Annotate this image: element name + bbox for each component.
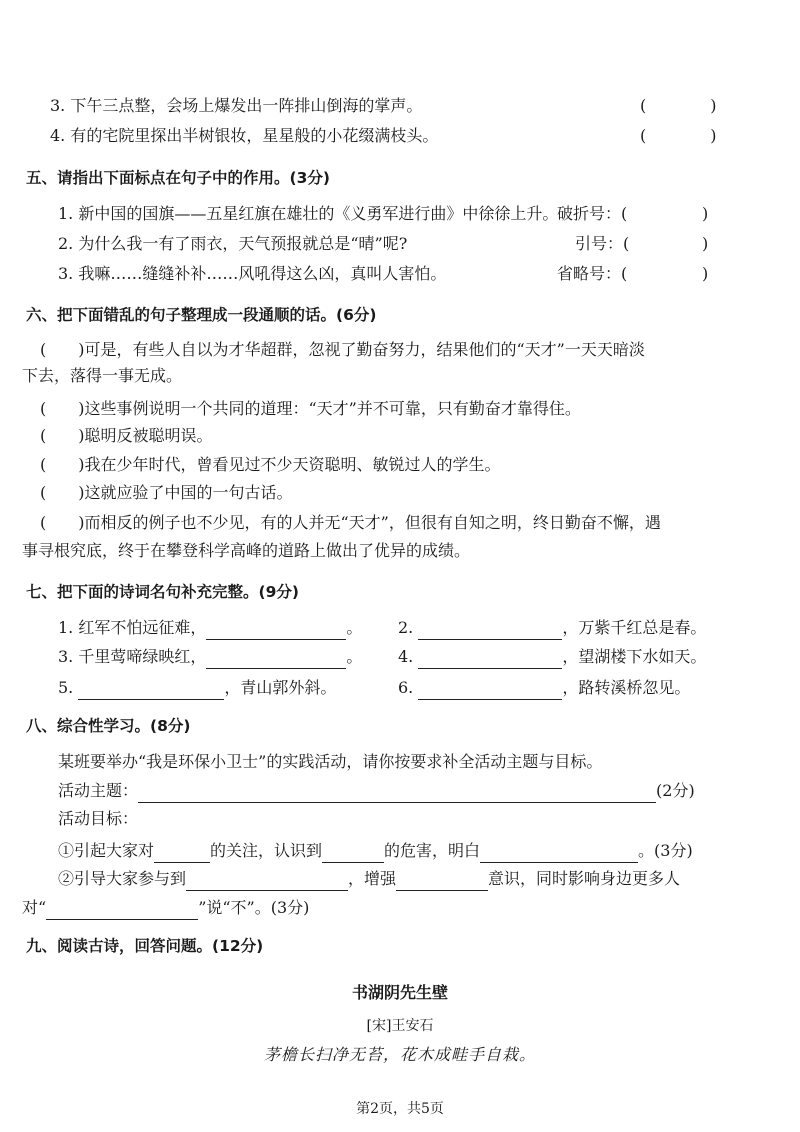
close-paren[interactable]: ) [702, 264, 709, 283]
section-7-title: 七、把下面的诗词名句补充完整。(9分) [26, 583, 299, 601]
poem-author: [宋]王安石 [366, 1018, 434, 1034]
section-9-title: 九、阅读古诗，回答问题。(12分) [26, 937, 264, 955]
fill-blank[interactable] [206, 621, 346, 640]
ellipsis-label: 省略号：( [557, 264, 628, 283]
sentence-item [40, 424, 213, 448]
poem-title: 书湖阴先生壁 [351, 983, 448, 1002]
theme-score: (2分) [656, 781, 695, 800]
quote-label: 引号：( [575, 234, 630, 253]
poem-fill-5: 5. ，青山郭外斜。 [58, 676, 336, 700]
section-5-title: 五、请指出下面标点在句子中的作用。(3分) [26, 169, 330, 187]
sentence-item [40, 511, 661, 535]
goal-1-row: ①引起大家对 的关注，认识到 的危害，明白 。(3分) [58, 839, 693, 863]
sentence-continuation: 事寻根究底，终于在攀登科学高峰的道路上做出了优异的成绩。 [22, 541, 471, 560]
fill-blank[interactable] [418, 621, 562, 640]
dash-label: 破折号：( [557, 204, 628, 223]
activity-intro: 某班要举办“我是环保小卫士”的实践活动，请你按要求补全活动主题与目标。 [58, 752, 603, 771]
question-number: 3. [50, 96, 66, 115]
question-5-1: 1. 新中国的国旗——五星红旗在雄壮的《义勇军进行曲》中徐徐上升。 [58, 204, 559, 223]
order-parentheses[interactable]: ( ) [40, 483, 85, 502]
sentence-item [40, 453, 501, 477]
sentence-text: 这些事例说明一个共同的道理：“天才”并不可靠，只有勤奋才靠得住。 [84, 399, 581, 418]
goal-blank[interactable] [186, 872, 348, 891]
sentence-text: 可是，有些人自以为才华超群，忽视了勤奋努力，结果他们的“天才”一天天暗淡 [84, 340, 645, 359]
sentence-item [40, 338, 645, 362]
question-4-3 [50, 94, 422, 118]
goal-2-continuation: 对“ ”说“不”。(3分) [22, 896, 309, 920]
order-parentheses[interactable]: ( ) [40, 340, 85, 359]
order-parentheses[interactable]: ( ) [40, 426, 85, 445]
sentence-item [40, 397, 581, 421]
poem-fill-2: 2. ，万紫千红总是春。 [398, 616, 706, 640]
close-paren[interactable]: ) [702, 234, 709, 253]
sentence-text: 聪明反被聪明误。 [84, 426, 213, 445]
goal-label: 活动目标： [58, 809, 139, 828]
answer-parentheses[interactable]: ( ) [640, 126, 717, 145]
goal-blank[interactable] [480, 844, 638, 863]
goal-blank[interactable] [396, 872, 488, 891]
question-text: 下午三点整，会场上爆发出一阵排山倒海的掌声。 [70, 96, 423, 115]
question-text: 有的宅院里探出半树银妆，星星般的小花缀满枝头。 [70, 126, 439, 145]
answer-parentheses[interactable]: ( ) [640, 96, 717, 115]
fill-blank[interactable] [78, 681, 224, 700]
section-8-title: 八、综合性学习。(8分) [26, 717, 191, 735]
sentence-text: 而相反的例子也不少见，有的人并无“天才”，但很有自知之明，终日勤奋不懈，遇 [84, 513, 661, 532]
theme-label: 活动主题： [58, 781, 139, 800]
activity-theme-row [58, 779, 695, 803]
close-paren[interactable]: ) [702, 204, 709, 223]
sentence-item [40, 481, 293, 505]
theme-blank[interactable] [138, 784, 656, 803]
order-parentheses[interactable]: ( ) [40, 455, 85, 474]
poem-line: 茅檐长扫净无苔，花木成畦手自栽。 [263, 1045, 536, 1064]
question-4-4 [50, 124, 438, 148]
question-5-2: 2. 为什么我一有了雨衣，天气预报就总是“晴”呢? [58, 234, 408, 253]
fill-blank[interactable] [418, 681, 562, 700]
page-footer: 第2页，共5页 [356, 1101, 444, 1117]
question-5-3: 3. 我嘛……缝缝补补……风吼得这么凶，真叫人害怕。 [58, 264, 447, 283]
sentence-continuation: 下去，落得一事无成。 [22, 366, 183, 385]
poem-fill-1: 1. 红军不怕远征难， 。 [58, 616, 362, 640]
fill-blank[interactable] [206, 650, 346, 669]
goal-2-row: ②引导大家参与到 ，增强 意识，同时影响身边更多人 [58, 867, 680, 891]
fill-blank[interactable] [418, 650, 562, 669]
sentence-text: 这就应验了中国的一句古话。 [84, 483, 293, 502]
goal-blank[interactable] [322, 844, 384, 863]
sentence-text: 我在少年时代，曾看见过不少天资聪明、敏锐过人的学生。 [84, 455, 501, 474]
order-parentheses[interactable]: ( ) [40, 399, 85, 418]
poem-fill-3: 3. 千里莺啼绿映红， 。 [58, 645, 362, 669]
poem-fill-4: 4. ，望湖楼下水如天。 [398, 645, 706, 669]
poem-fill-6: 6. ，路转溪桥忽见。 [398, 676, 690, 700]
order-parentheses[interactable]: ( ) [40, 513, 85, 532]
question-number: 4. [50, 126, 66, 145]
goal-blank[interactable] [46, 901, 198, 920]
section-6-title: 六、把下面错乱的句子整理成一段通顺的话。(6分) [26, 306, 377, 324]
goal-blank[interactable] [154, 844, 210, 863]
